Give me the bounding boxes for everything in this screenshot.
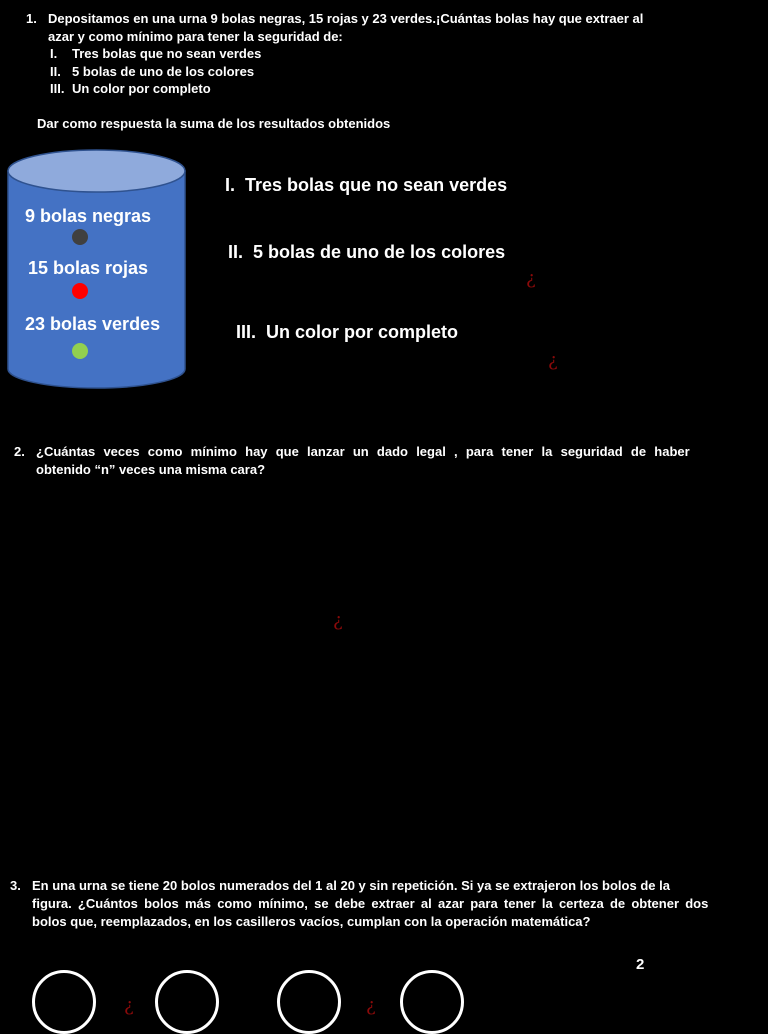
problem3-line1: En una urna se tiene 20 bolos numerados del 1 al 20 y sin repetición. Si ya se extrajeron los bolos de la <box>32 878 670 893</box>
problem1-line2: azar y como mínimo para tener la seguridad de: <box>48 29 343 44</box>
problem2-number: 2. <box>14 444 25 459</box>
page-number: 2 <box>636 956 645 973</box>
problem1-item-3-text: Un color por completo <box>72 81 211 96</box>
question-mark-1: ¿ <box>526 268 536 289</box>
problem1-item-1 <box>50 45 261 63</box>
problem1-item-2 <box>50 63 254 81</box>
problem3-line3: bolos que, reemplazados, en los casilleros vacíos, cumplan con la operación matemática? <box>32 914 591 929</box>
empty-circle-3 <box>277 970 341 1034</box>
part-1 <box>225 175 507 196</box>
problem2 <box>0 443 768 483</box>
problem3-number: 3. <box>10 878 21 893</box>
problem2-line2: obtenido “n” veces una misma cara? <box>36 462 266 477</box>
question-mark-2: ¿ <box>548 350 558 371</box>
part-1-num: I. <box>225 175 236 195</box>
problem1-item-1-text: Tres bolas que no sean verdes <box>72 46 262 61</box>
problem1-item-1-num: I. <box>50 46 58 61</box>
part-2 <box>228 242 505 263</box>
red-ball <box>72 283 88 299</box>
part-2-num: II. <box>228 242 244 262</box>
problem1-item-2-num: II. <box>50 64 61 79</box>
urn-body <box>8 171 185 388</box>
empty-circle-1 <box>32 970 96 1034</box>
urn-label-black: 9 bolas negras <box>25 206 152 226</box>
problem3 <box>0 877 768 937</box>
problem1-instruction: Dar como respuesta la suma de los resultados obtenidos <box>37 116 391 131</box>
problem2-line1: ¿Cuántas veces como mínimo hay que lanzar un dado legal , para tener la seguridad de haber <box>36 444 690 459</box>
problem1-item-3 <box>50 80 211 98</box>
question-mark-5: ¿ <box>366 995 376 1016</box>
urn-label-green: 23 bolas verdes <box>25 314 161 334</box>
problem1 <box>0 10 768 140</box>
green-ball <box>72 343 88 359</box>
urn-top <box>8 150 185 192</box>
part-2-text: 5 bolas de uno de los colores <box>253 242 506 262</box>
part-3-num: III. <box>236 322 257 342</box>
part-1-text: Tres bolas que no sean verdes <box>245 175 508 195</box>
part-3 <box>236 322 458 343</box>
question-mark-4: ¿ <box>124 995 134 1016</box>
part-3-text: Un color por completo <box>266 322 459 342</box>
problem1-item-2-text: 5 bolas de uno de los colores <box>72 64 255 79</box>
urn-label-red: 15 bolas rojas <box>28 258 149 278</box>
problem1-number: 1. <box>26 11 37 26</box>
empty-circle-2 <box>155 970 219 1034</box>
question-mark-3: ¿ <box>333 610 343 631</box>
problem3-line2: figura. ¿Cuántos bolos más como mínimo, se debe extraer al azar para tener la certeza de obtener dos <box>32 896 709 911</box>
empty-circle-4 <box>400 970 464 1034</box>
problem1-item-3-num: III. <box>50 81 65 96</box>
black-ball <box>72 229 88 245</box>
problem1-line1: Depositamos en una urna 9 bolas negras, 15 rojas y 23 verdes.¡Cuántas bolas hay que extraer al <box>48 11 644 26</box>
